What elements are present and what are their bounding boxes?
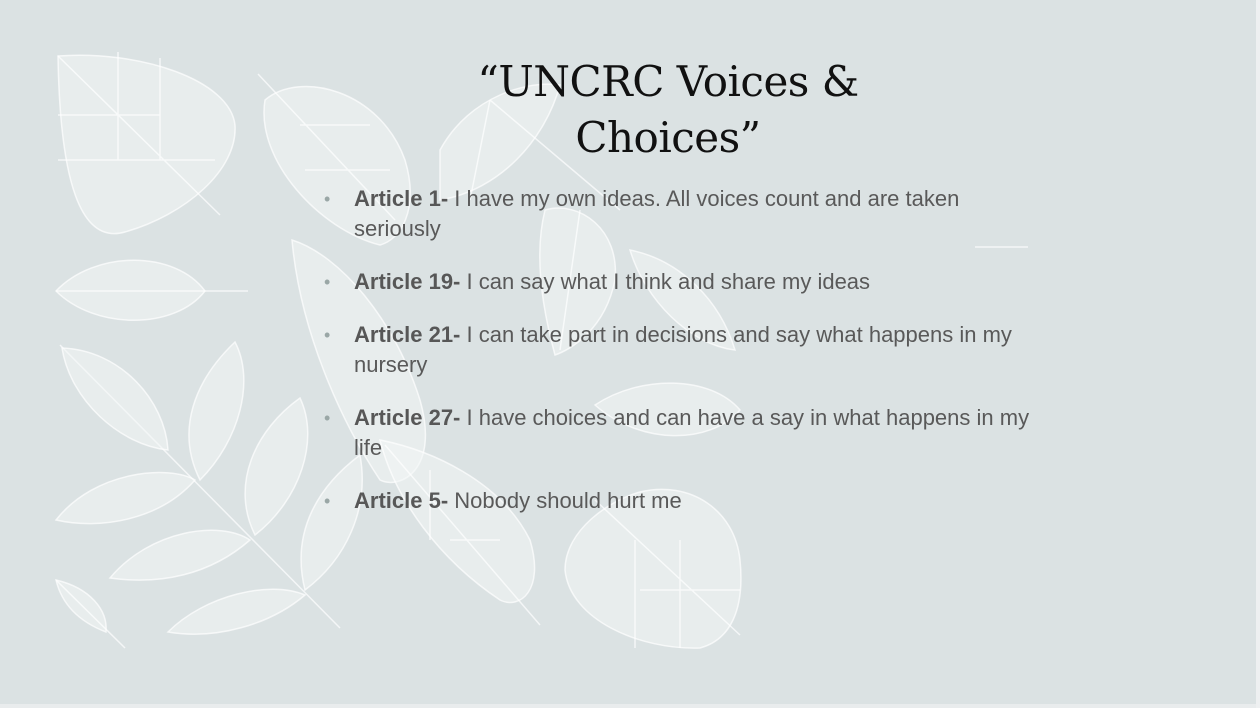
article-text: Nobody should hurt me	[448, 488, 682, 513]
leaf-shape	[168, 589, 305, 634]
article-label: Article 27-	[354, 405, 461, 430]
leaf-shape	[56, 473, 195, 524]
article-text: I can take part in decisions and say what happens in my nursery	[354, 322, 1012, 377]
leaf-vein	[56, 580, 125, 648]
article-text: I can say what I think and share my ideas	[460, 269, 871, 294]
leaf-shape	[189, 342, 244, 480]
article-label: Article 5-	[354, 488, 449, 513]
list-item	[322, 403, 1042, 463]
bullet-icon: •	[324, 272, 331, 292]
article-label: Article 1-	[354, 186, 449, 211]
leaf-shape	[110, 530, 250, 580]
bullet-icon: •	[324, 189, 331, 209]
leaf-shape	[62, 348, 168, 450]
article-label: Article 19-	[354, 269, 461, 294]
slide-title: “UNCRC Voices & Choices”	[477, 57, 859, 162]
bullet-icon: •	[324, 408, 331, 428]
leaf-shape	[245, 398, 308, 535]
article-list	[322, 184, 1042, 539]
list-item	[322, 486, 1042, 516]
article-text: I have choices and can have a say in what happens in my life	[354, 405, 1030, 460]
right-border	[1256, 0, 1260, 708]
list-item	[322, 320, 1042, 380]
bullet-icon: •	[324, 491, 331, 511]
list-item	[322, 267, 1042, 297]
bullet-icon: •	[324, 325, 331, 345]
list-item	[322, 184, 1042, 244]
bottom-border	[0, 704, 1260, 708]
article-label: Article 21-	[354, 322, 461, 347]
article-text: I have my own ideas. All voices count and are taken seriously	[354, 186, 960, 241]
